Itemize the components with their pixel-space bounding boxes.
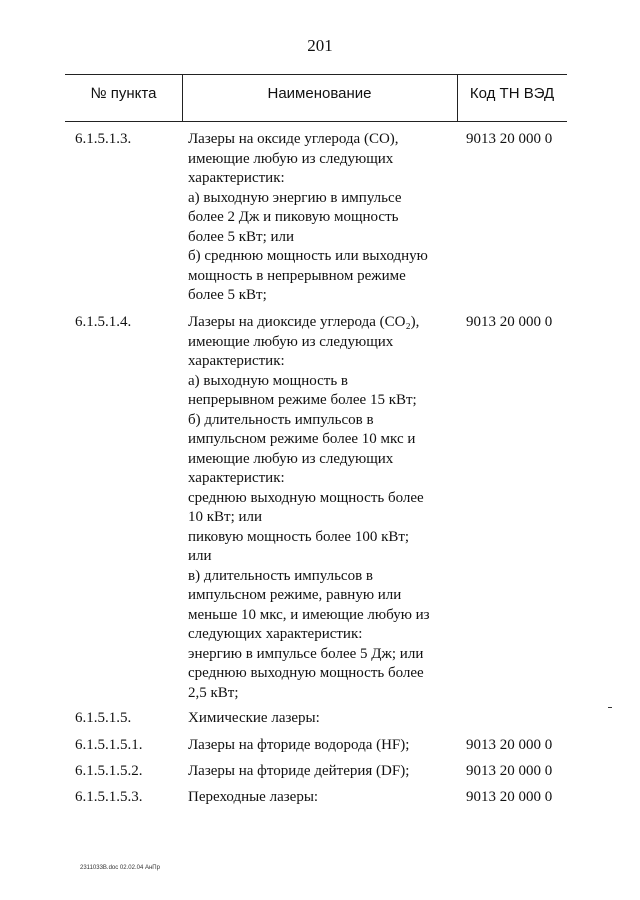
- item-name: Лазеры на диоксиде углерода (СО₂), имеющие любую из следующих характеристик: а) выходную мощность в непрерывном режиме более 15 кВт; б) длительность импульсов в импульсном режиме более 10 мкс и имеющие любую из следующих характеристик: среднюю выходную мощность более 10 кВт; или пиковую мощность более 100 кВт; или в) длительность импульсов в импульсном режиме, равную или меньше 10 мкс, и имеющие любую из следующих характеристик: энергию в импульсе более 5 Дж; или среднюю выходную мощность более 2,5 кВт;: [188, 314, 430, 701]
- margin-mark: [608, 707, 612, 708]
- item-number: 6.1.5.1.5.2.: [75, 763, 143, 779]
- item-code: 9013 20 000 0: [466, 789, 553, 805]
- item-number: 6.1.5.1.5.: [75, 710, 132, 726]
- table-top-rule: [65, 74, 567, 75]
- item-number: 6.1.5.1.4.: [75, 314, 132, 330]
- item-code: 9013 20 000 0: [466, 314, 553, 330]
- document-footer: 2311033В.doc 02.02.04 АнПр: [80, 865, 160, 871]
- header-item-number: № пункта: [90, 85, 157, 102]
- item-name: Переходные лазеры:: [188, 789, 319, 805]
- header-name: Наименование: [267, 85, 372, 102]
- item-name: Лазеры на фториде дейтерия (DF);: [188, 763, 410, 779]
- item-number: 6.1.5.1.5.3.: [75, 789, 143, 805]
- item-number: 6.1.5.1.5.1.: [75, 737, 143, 753]
- item-name: Химические лазеры:: [188, 710, 320, 726]
- item-code: 9013 20 000 0: [466, 763, 553, 779]
- table-header-bottom-rule: [65, 121, 567, 122]
- item-number: 6.1.5.1.3.: [75, 131, 132, 147]
- item-code: 9013 20 000 0: [466, 131, 553, 147]
- item-code: 9013 20 000 0: [466, 737, 553, 753]
- header-code: Код ТН ВЭД: [469, 85, 555, 102]
- item-name: Лазеры на фториде водорода (HF);: [188, 737, 410, 753]
- item-name: Лазеры на оксиде углерода (СО), имеющие любую из следующих характеристик: а) выходную энергию в импульсе более 2 Дж и пиковую мощность более 5 кВт; или б) среднюю мощность или выходную мощность в непрерывном режиме более 5 кВт;: [188, 131, 428, 303]
- page-number: 201: [307, 36, 333, 55]
